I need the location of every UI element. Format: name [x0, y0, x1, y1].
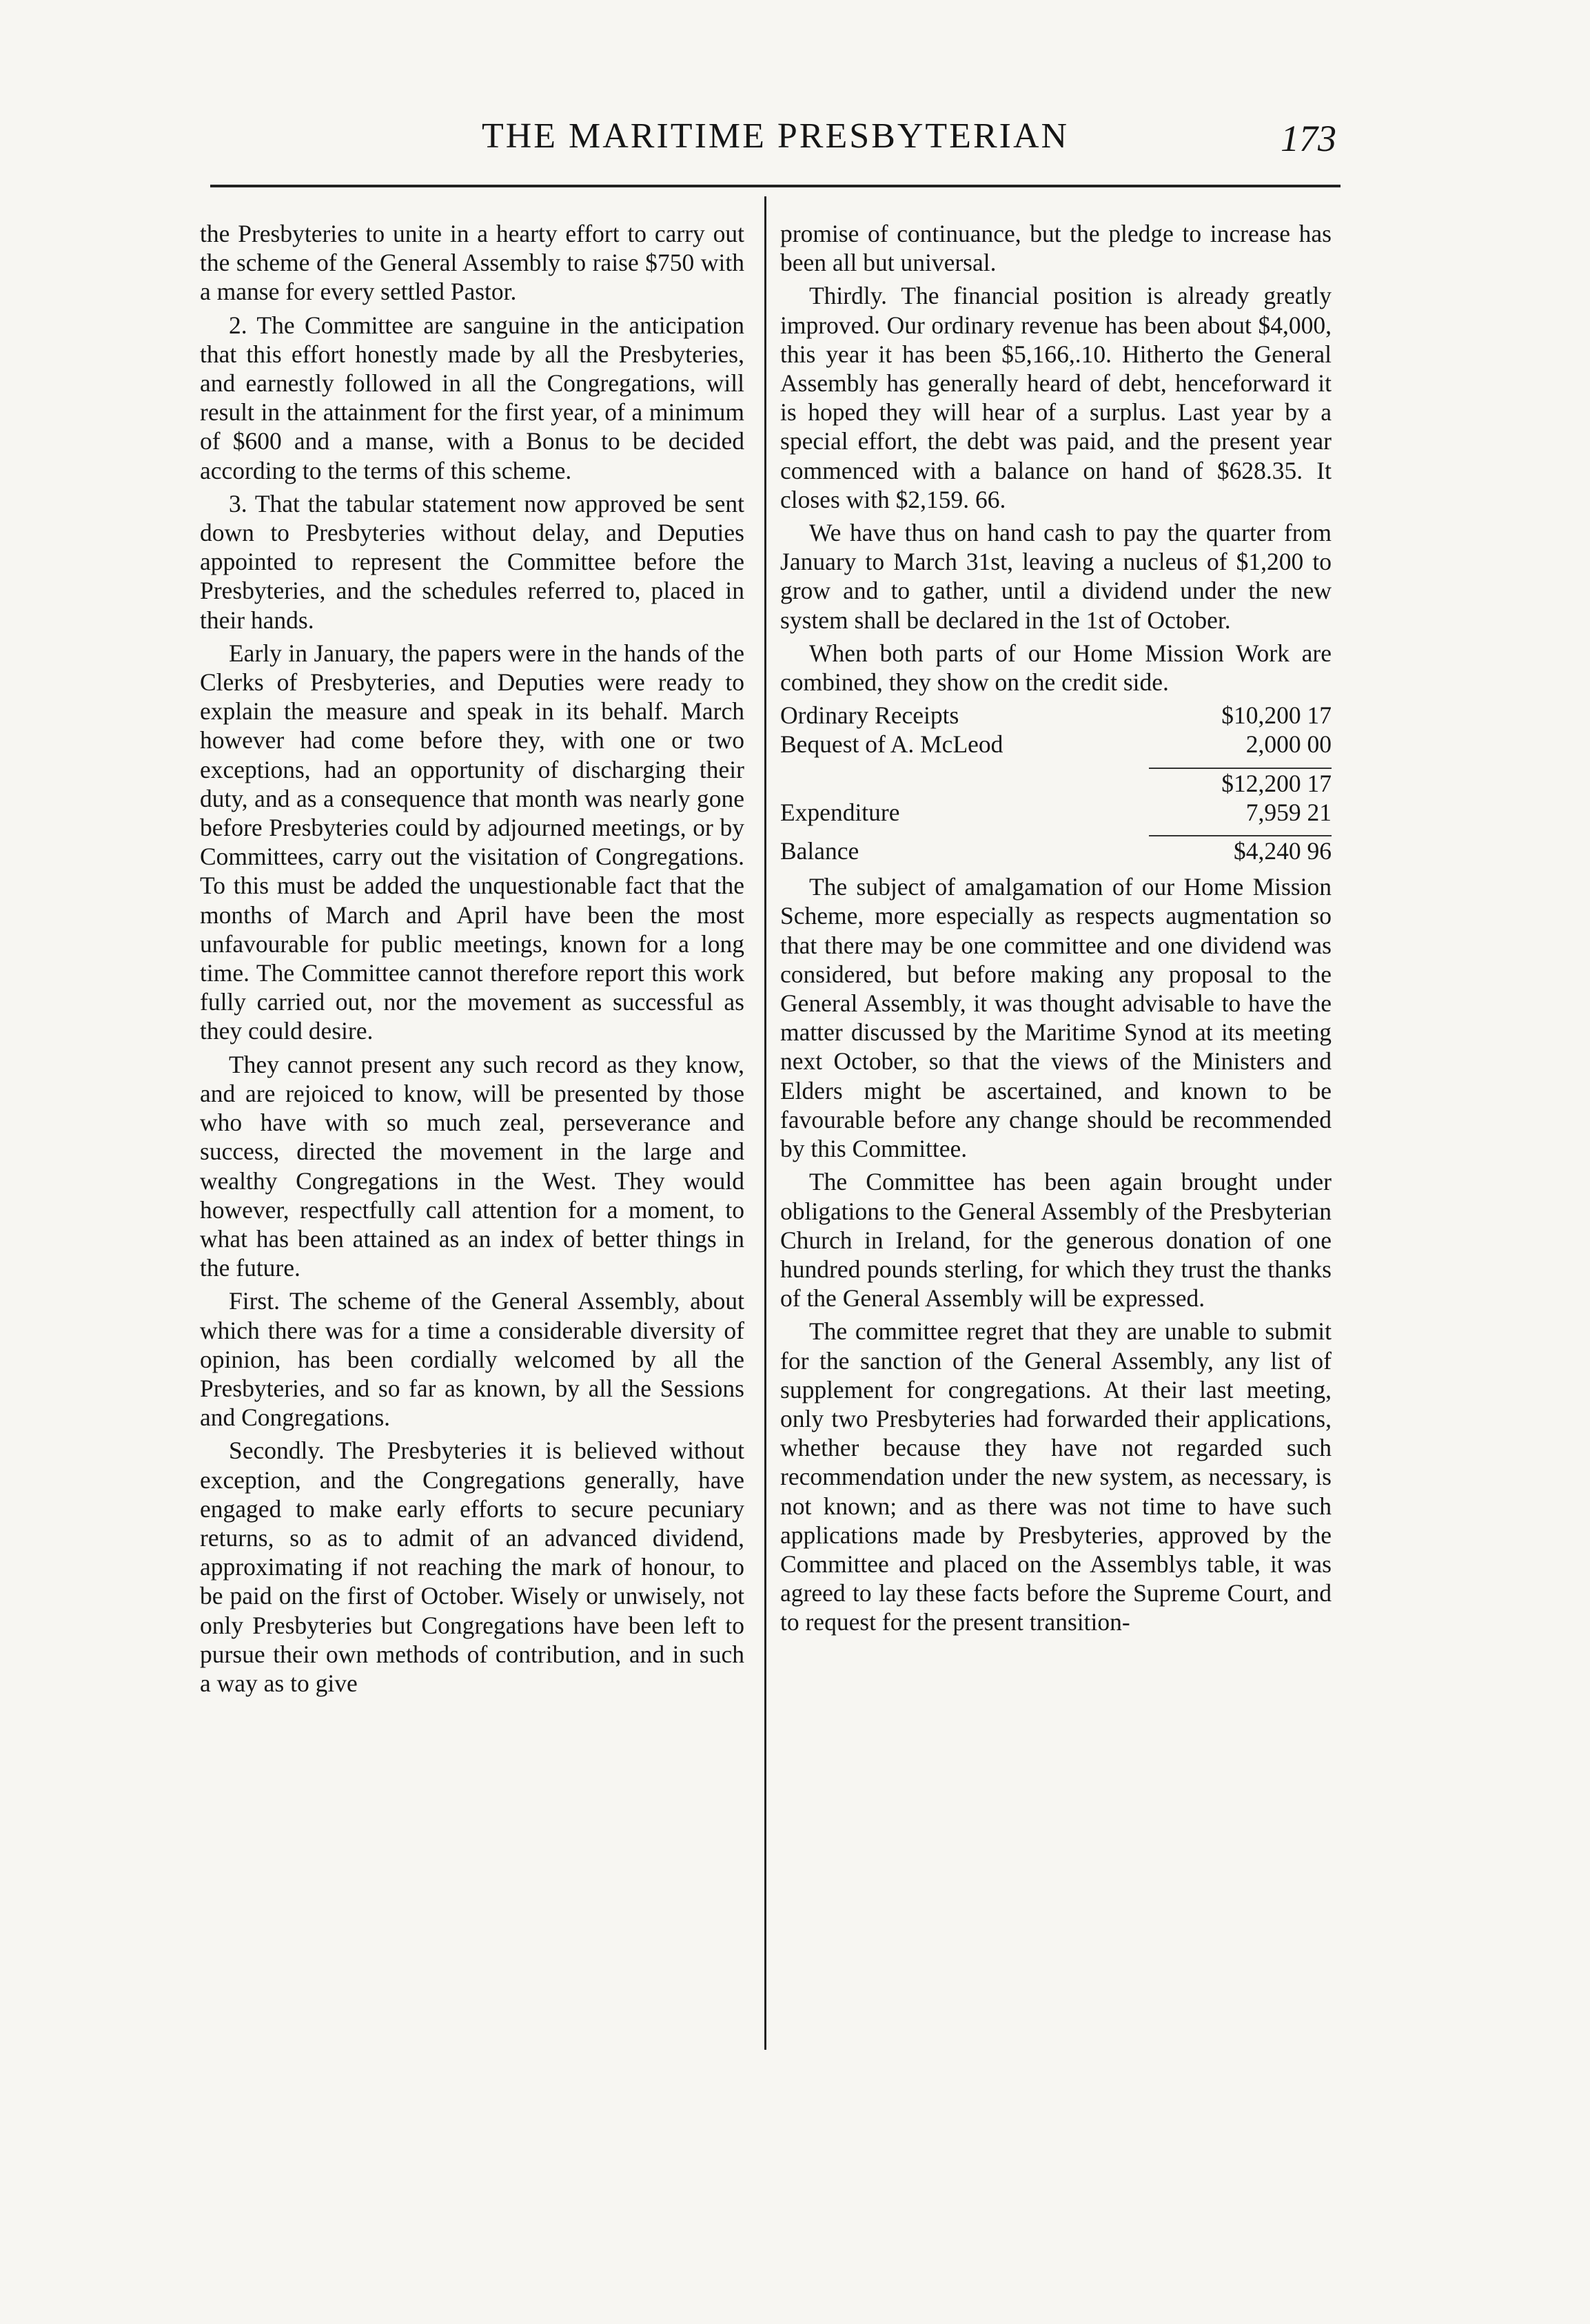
paragraph: 3. That the tabular statement now approved be sent down to Presbyteries without delay, and Deputies appointed to represent the Committee before the Presbyteries, and the schedules referred to, placed in their hands.	[200, 489, 744, 634]
paragraph: Thirdly. The financial position is already greatly improved. Our ordinary revenue has been about $4,000, this year it has been $5,166,.10. Hitherto the General Assembly has generally heard of debt, henceforward it is hoped they will hear of a surplus. Last year by a special effort, the debt was paid, and the present year commenced with a balance on hand of $628.35. It closes with $2,159. 66.	[780, 282, 1332, 513]
paragraph: promise of continuance, but the pledge to increase has been all but universal.	[780, 220, 1332, 277]
paragraph: First. The scheme of the General Assembly, about which there was for a time a considerable diversity of opinion, has been cordially welcomed by all the Presbyteries, and so far as known, by all the Sessions and Congregations.	[200, 1287, 744, 1432]
page-number: 173	[1281, 118, 1336, 159]
ledger-row	[780, 701, 1332, 730]
ledger-row	[780, 730, 1332, 759]
financial-ledger	[780, 701, 1332, 865]
ledger-amount: $10,200 17	[1221, 701, 1332, 730]
paragraph: The committee regret that they are unable to submit for the sanction of the General Assembly, any list of supplement for congregations. At their last meeting, only two Presbyteries had forwarded their applications, whether because they have not regarded such recommendation under the new system, as necessary, is not known; and as there was not time to have such applications made by Presbyteries, approved by the Committee and placed on the Assemblys table, it was agreed to lay these facts before the Supreme Court, and to request for the present transition-	[780, 1317, 1332, 1636]
ledger-label: Bequest of A. McLeod	[780, 730, 1003, 759]
ledger-subtotal: $12,200 17	[1149, 768, 1332, 798]
paragraph: The Committee has been again brought under obligations to the General Assembly of the Presbyterian Church in Ireland, for the generous donation of one hundred pounds sterling, for which they trust the thanks of the General Assembly will be expressed.	[780, 1168, 1332, 1313]
paragraph: Early in January, the papers were in the hands of the Clerks of Presbyteries, and Deputies were ready to explain the measure and speak in its behalf. March however had come before they, with one or two exceptions, had an opportunity of discharging their duty, and as a consequence that month was nearly gone before Presbyteries could by adjourned meetings, or by Committees, carry out the visitation of Congregations. To this must be added the unquestionable fact that the months of March and April have been the most unfavourable for public meetings, known for a long time. The Committee cannot therefore report this work fully carried out, nor the movement as successful as they could desire.	[200, 639, 744, 1045]
ledger-spacer	[780, 759, 1332, 768]
ledger-row	[780, 768, 1332, 798]
paragraph: They cannot present any such record as they know, and are rejoiced to know, will be presented by those who have with so much zeal, perseverance and success, directed the movement in the large and wealthy Congregations in the West. They would however, respectfully call attention for a moment, to what has been attained as an index of better things in the future.	[200, 1050, 744, 1282]
page-header	[210, 116, 1341, 178]
ledger-label	[780, 768, 1149, 798]
column-divider	[764, 196, 766, 2050]
left-column	[200, 219, 744, 1702]
ledger-row	[780, 836, 1332, 865]
ledger-label: Expenditure	[780, 798, 900, 826]
ledger-total: $4,240 96	[1149, 836, 1332, 865]
ledger-amount: 7,959 21	[1245, 798, 1332, 826]
right-column	[780, 219, 1332, 1641]
paragraph: 2. The Committee are sanguine in the anticipation that this effort honestly made by all the Presbyteries, and earnestly followed in all the Congregations, will result in the attainment for the first year, of a minimum of $600 and a manse, with a Bonus to be decided according to the terms of this scheme.	[200, 311, 744, 484]
paragraph: When both parts of our Home Mission Work are combined, they show on the credit side.	[780, 639, 1332, 697]
paragraph: We have thus on hand cash to pay the quarter from January to March 31st, leaving a nucleus of $1,200 to grow and to gather, until a dividend under the new system shall be declared in the 1st of October.	[780, 519, 1332, 634]
ledger-label: Ordinary Receipts	[780, 701, 959, 730]
ledger-amount: 2,000 00	[1245, 730, 1332, 759]
paragraph: The subject of amalgamation of our Home Mission Scheme, more especially as respects augmentation so that there may be one committee and one dividend was considered, but before making any proposal to the General Assembly, it was thought advisable to have the matter discussed by the Maritime Synod at its meeting next October, so that the views of the Ministers and Elders might be ascertained, and known to be favourable before any change should be recommended by this Committee.	[780, 873, 1332, 1163]
ledger-spacer	[780, 827, 1332, 836]
paragraph: the Presbyteries to unite in a hearty effort to carry out the scheme of the General Assembly to raise $750 with a manse for every settled Pastor.	[200, 220, 744, 306]
ledger-row	[780, 798, 1332, 827]
header-rule	[210, 185, 1341, 187]
paragraph: Secondly. The Presbyteries it is believed without exception, and the Congregations generally, have engaged to make early efforts to secure pecuniary returns, so as to admit of an advanced dividend, approximating if not reaching the mark of honour, to be paid on the first of October. Wisely or unwisely, not only Presbyteries but Congregations have been left to pursue their own methods of contribution, and in such a way as to give	[200, 1437, 744, 1697]
ledger-label: Balance	[780, 836, 859, 865]
running-title: THE MARITIME PRESBYTERIAN	[481, 116, 1070, 156]
